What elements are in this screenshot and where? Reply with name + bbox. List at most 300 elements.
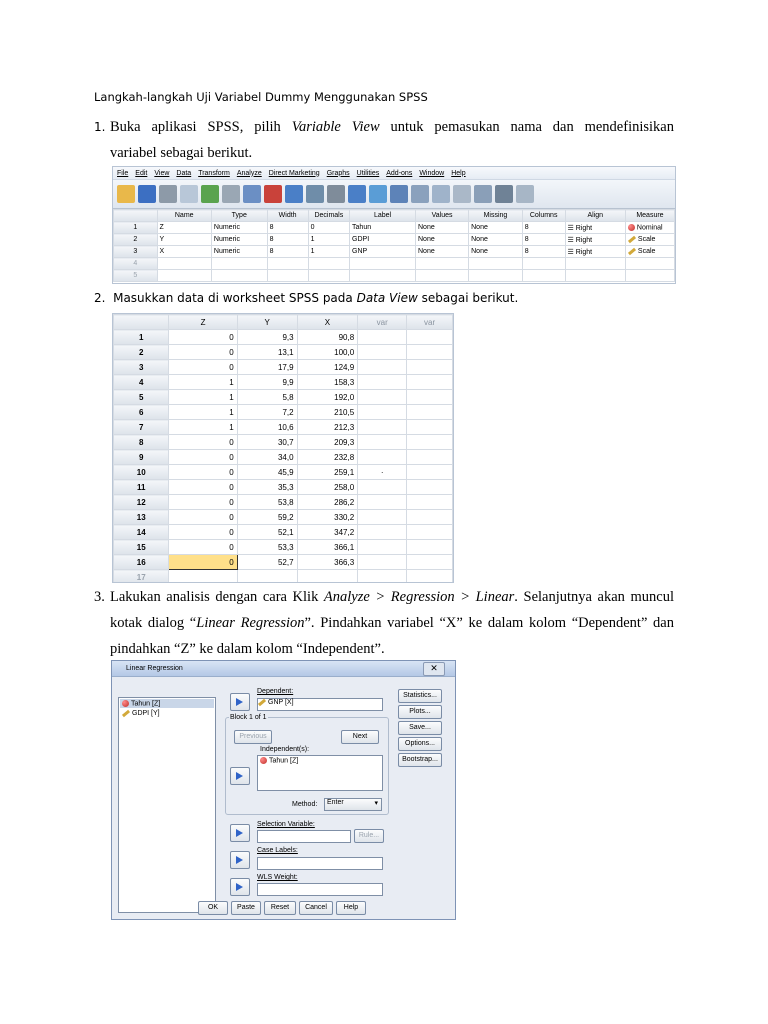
- cell[interactable]: [358, 390, 407, 405]
- cell-value: 8: [524, 236, 529, 243]
- row-header[interactable]: 9: [114, 450, 169, 465]
- cell[interactable]: [625, 222, 674, 234]
- row-header[interactable]: [114, 258, 158, 270]
- source-item-gdpi[interactable]: [119, 709, 215, 718]
- cell-value: Right: [575, 224, 593, 232]
- table-row: [114, 435, 453, 450]
- cell[interactable]: 347,2: [297, 525, 358, 540]
- cell[interactable]: 1: [169, 420, 237, 435]
- spelling-icon[interactable]: [495, 185, 513, 203]
- cell[interactable]: 100,0: [297, 345, 358, 360]
- value-labels-icon[interactable]: [432, 185, 450, 203]
- cell[interactable]: [157, 234, 211, 246]
- row-header[interactable]: [114, 270, 158, 282]
- cell[interactable]: 59,2: [237, 510, 297, 525]
- table-row: [114, 258, 675, 270]
- cell[interactable]: 30,7: [237, 435, 297, 450]
- row-header[interactable]: [114, 234, 158, 246]
- cell[interactable]: [157, 270, 211, 282]
- cell[interactable]: 0: [169, 330, 237, 345]
- scale-icon: [628, 235, 636, 242]
- move-dependent-arrow-icon[interactable]: [230, 693, 250, 711]
- cell[interactable]: 124,9: [297, 360, 358, 375]
- use-sets-icon[interactable]: [453, 185, 471, 203]
- cell[interactable]: [407, 390, 453, 405]
- menu-item[interactable]: Utilities: [356, 169, 380, 177]
- cell[interactable]: [407, 540, 453, 555]
- cell-value: None: [471, 248, 488, 255]
- cell[interactable]: 1: [169, 405, 237, 420]
- source-item-tahun[interactable]: [120, 699, 214, 708]
- cell[interactable]: [407, 360, 453, 375]
- cell[interactable]: [469, 270, 523, 282]
- move-case-labels-arrow-icon[interactable]: [230, 851, 250, 869]
- cell[interactable]: [407, 510, 453, 525]
- insert-cases-icon[interactable]: [327, 185, 345, 203]
- cell[interactable]: [267, 258, 308, 270]
- cell[interactable]: [358, 510, 407, 525]
- step-3-line2-end: ”. Pindahkan variabel “X” ke dalam kolom “Dependent” dan: [304, 615, 674, 631]
- nominal-icon: [628, 224, 635, 231]
- cell[interactable]: [407, 570, 453, 584]
- column-header[interactable]: Values: [416, 210, 469, 222]
- cell[interactable]: 7,2: [237, 405, 297, 420]
- open-folder-icon[interactable]: [117, 185, 135, 203]
- cell[interactable]: 210,5: [297, 405, 358, 420]
- cell[interactable]: [358, 375, 407, 390]
- cell[interactable]: 209,3: [297, 435, 358, 450]
- cell[interactable]: [625, 270, 674, 282]
- step-3-line3: pindahkan “Z” ke dalam kolom “Independent”.: [110, 641, 385, 657]
- redo-icon[interactable]: [222, 185, 240, 203]
- cell[interactable]: [469, 222, 523, 234]
- cell[interactable]: 192,0: [297, 390, 358, 405]
- cell[interactable]: [625, 246, 674, 258]
- cell[interactable]: [358, 495, 407, 510]
- cell-value: Scale: [637, 248, 656, 255]
- table-row: [114, 510, 453, 525]
- cell[interactable]: [308, 246, 349, 258]
- reset-button[interactable]: Reset: [264, 901, 296, 915]
- table-row: [114, 450, 453, 465]
- cell[interactable]: 158,3: [297, 375, 358, 390]
- cell[interactable]: [469, 246, 523, 258]
- cell-value: Numeric: [213, 248, 240, 255]
- variable-view-grid: [113, 209, 675, 282]
- step-3-text-end: . Selanjutnya akan muncul: [514, 589, 674, 605]
- row-header[interactable]: 16: [114, 555, 169, 570]
- cell[interactable]: [407, 435, 453, 450]
- cell[interactable]: [350, 234, 416, 246]
- cell[interactable]: [267, 246, 308, 258]
- row-header[interactable]: 12: [114, 495, 169, 510]
- cell[interactable]: [157, 246, 211, 258]
- independent-item[interactable]: [258, 756, 382, 765]
- cell[interactable]: ·: [358, 465, 407, 480]
- undo-icon[interactable]: [201, 185, 219, 203]
- cell[interactable]: 5,8: [237, 390, 297, 405]
- cell[interactable]: 212,3: [297, 420, 358, 435]
- cell[interactable]: [308, 270, 349, 282]
- row-header[interactable]: 11: [114, 480, 169, 495]
- next-button[interactable]: Next: [341, 730, 379, 744]
- table-row: [114, 480, 453, 495]
- cell[interactable]: [237, 570, 297, 584]
- column-header[interactable]: Measure: [625, 210, 674, 222]
- table-row: [114, 390, 453, 405]
- abc-icon[interactable]: [516, 185, 534, 203]
- statistics-button[interactable]: Statistics...: [398, 689, 442, 703]
- menu-item[interactable]: Graphs: [326, 169, 350, 177]
- cell[interactable]: [211, 246, 267, 258]
- row-header[interactable]: 1: [114, 330, 169, 345]
- insert-variable-icon[interactable]: [348, 185, 366, 203]
- move-independent-arrow-icon[interactable]: [230, 767, 250, 785]
- row-header[interactable]: 8: [114, 435, 169, 450]
- cell[interactable]: 52,7: [237, 555, 297, 570]
- variables-icon[interactable]: [285, 185, 303, 203]
- step-3-path: Analyze > Regression > Linear: [323, 589, 515, 605]
- cell-value: 8: [524, 248, 529, 255]
- align-right-icon: ☰: [567, 224, 576, 232]
- selection-variable-field[interactable]: [257, 830, 351, 843]
- dialog-title: Linear Regression: [126, 665, 183, 672]
- column-header[interactable]: Label: [350, 210, 416, 222]
- table-row: [114, 234, 675, 246]
- menu-item[interactable]: Transform: [198, 169, 230, 177]
- cell[interactable]: [297, 570, 358, 584]
- cell[interactable]: 9,3: [237, 330, 297, 345]
- move-selection-arrow-icon[interactable]: [230, 824, 250, 842]
- table-row: [114, 330, 453, 345]
- cell[interactable]: [358, 555, 407, 570]
- row-header[interactable]: 10: [114, 465, 169, 480]
- menu-item[interactable]: Window: [419, 169, 445, 177]
- step-2: [94, 291, 518, 305]
- cell[interactable]: [350, 258, 416, 270]
- step-3: [94, 584, 674, 662]
- cell-value: 2: [133, 236, 138, 243]
- cell[interactable]: [157, 222, 211, 234]
- cell-value: 8: [269, 248, 274, 255]
- cell[interactable]: [358, 450, 407, 465]
- cell[interactable]: [211, 222, 267, 234]
- close-icon[interactable]: ✕: [423, 662, 445, 676]
- cell[interactable]: [416, 258, 469, 270]
- independent-list[interactable]: [257, 755, 383, 791]
- data-view-screenshot: [112, 313, 454, 583]
- cell[interactable]: 286,2: [297, 495, 358, 510]
- cell[interactable]: [565, 222, 625, 234]
- cell[interactable]: [416, 234, 469, 246]
- dependent-value: GNP [X]: [268, 699, 294, 706]
- cell[interactable]: [350, 270, 416, 282]
- cell[interactable]: 0: [169, 540, 237, 555]
- cell[interactable]: 34,0: [237, 450, 297, 465]
- cell[interactable]: 0: [169, 360, 237, 375]
- cancel-button[interactable]: Cancel: [299, 901, 333, 915]
- row-header[interactable]: 13: [114, 510, 169, 525]
- cell[interactable]: [211, 270, 267, 282]
- cell-value: Numeric: [213, 224, 240, 231]
- independent-value: Tahun [Z]: [269, 757, 299, 765]
- cell[interactable]: [267, 222, 308, 234]
- bootstrap-button[interactable]: Bootstrap...: [398, 753, 442, 767]
- cell[interactable]: 0: [169, 495, 237, 510]
- cell[interactable]: [522, 234, 565, 246]
- cell[interactable]: 366,3: [297, 555, 358, 570]
- cell[interactable]: [416, 270, 469, 282]
- select-cases-icon[interactable]: [411, 185, 429, 203]
- cell[interactable]: 1: [169, 375, 237, 390]
- cell[interactable]: [350, 222, 416, 234]
- menu-item[interactable]: Direct Marketing: [268, 169, 320, 177]
- cell[interactable]: [522, 222, 565, 234]
- cell-value: Numeric: [213, 236, 240, 243]
- step-1: [94, 114, 674, 166]
- goto-case-icon[interactable]: [243, 185, 261, 203]
- previous-button[interactable]: Previous: [234, 730, 272, 744]
- cell[interactable]: [407, 450, 453, 465]
- column-header[interactable]: Z: [169, 315, 237, 330]
- column-header[interactable]: var: [407, 315, 453, 330]
- cell[interactable]: [358, 345, 407, 360]
- row-header[interactable]: 6: [114, 405, 169, 420]
- column-header[interactable]: Width: [267, 210, 308, 222]
- show-all-icon[interactable]: [474, 185, 492, 203]
- cell[interactable]: 366,1: [297, 540, 358, 555]
- row-header[interactable]: 17: [114, 570, 169, 584]
- column-header[interactable]: Type: [211, 210, 267, 222]
- cell[interactable]: 53,3: [237, 540, 297, 555]
- cell[interactable]: [407, 525, 453, 540]
- cell[interactable]: [169, 570, 237, 584]
- cell[interactable]: [407, 465, 453, 480]
- scale-icon: [122, 710, 130, 717]
- cell[interactable]: 13,1: [237, 345, 297, 360]
- dialog-recall-icon[interactable]: [180, 185, 198, 203]
- cell[interactable]: [565, 270, 625, 282]
- cell[interactable]: [625, 258, 674, 270]
- cell[interactable]: [522, 258, 565, 270]
- menu-item[interactable]: File: [117, 169, 129, 177]
- row-header[interactable]: [114, 246, 158, 258]
- row-header[interactable]: 4: [114, 375, 169, 390]
- wls-weight-field[interactable]: [257, 883, 383, 896]
- method-label: Method:: [292, 801, 318, 808]
- column-header[interactable]: Name: [157, 210, 211, 222]
- dependent-label: Dependent:: [257, 688, 294, 695]
- cell[interactable]: 53,8: [237, 495, 297, 510]
- cell[interactable]: [522, 246, 565, 258]
- cell[interactable]: [625, 234, 674, 246]
- nominal-icon: [260, 757, 267, 764]
- source-variable-list[interactable]: [118, 697, 216, 913]
- table-row: [114, 525, 453, 540]
- align-right-icon: ☰: [567, 248, 576, 256]
- cell[interactable]: 90,8: [297, 330, 358, 345]
- column-header[interactable]: var: [358, 315, 407, 330]
- cell-value: 0: [310, 224, 315, 231]
- cell[interactable]: [358, 405, 407, 420]
- column-header[interactable]: [114, 210, 158, 222]
- cell[interactable]: 52,1: [237, 525, 297, 540]
- cell-value: Z: [159, 224, 164, 231]
- cell[interactable]: [267, 234, 308, 246]
- cell[interactable]: [358, 570, 407, 584]
- cell-value: 4: [133, 260, 138, 267]
- cell[interactable]: [407, 555, 453, 570]
- cell[interactable]: [565, 246, 625, 258]
- column-header[interactable]: Missing: [469, 210, 523, 222]
- cell[interactable]: [469, 234, 523, 246]
- cell[interactable]: [358, 330, 407, 345]
- variable-view-screenshot: [112, 166, 676, 284]
- cell[interactable]: 0: [169, 465, 237, 480]
- step-3-dialog-name: Linear Regression: [196, 615, 305, 631]
- step-2-emphasis: Data View: [356, 291, 418, 305]
- menu-item[interactable]: Edit: [135, 169, 148, 177]
- cell[interactable]: [407, 345, 453, 360]
- goto-variable-icon[interactable]: [264, 185, 282, 203]
- options-button[interactable]: Options...: [398, 737, 442, 751]
- cell[interactable]: [522, 270, 565, 282]
- cell[interactable]: 259,1: [297, 465, 358, 480]
- print-icon[interactable]: [159, 185, 177, 203]
- table-row: [114, 420, 453, 435]
- step-2-number: 2.: [94, 291, 106, 305]
- cell[interactable]: [350, 246, 416, 258]
- weight-cases-icon[interactable]: [390, 185, 408, 203]
- dialog-titlebar: [112, 661, 455, 677]
- cell[interactable]: [407, 330, 453, 345]
- cell[interactable]: 330,2: [297, 510, 358, 525]
- cell[interactable]: 17,9: [237, 360, 297, 375]
- cell[interactable]: [416, 246, 469, 258]
- cell[interactable]: 232,8: [297, 450, 358, 465]
- ok-button[interactable]: OK: [198, 901, 228, 915]
- row-header[interactable]: 7: [114, 420, 169, 435]
- split-file-icon[interactable]: [369, 185, 387, 203]
- scale-icon: [258, 698, 266, 705]
- plots-button[interactable]: Plots...: [398, 705, 442, 719]
- cell[interactable]: [565, 234, 625, 246]
- cell[interactable]: [407, 420, 453, 435]
- rule-button[interactable]: Rule...: [354, 829, 384, 843]
- cell[interactable]: [407, 375, 453, 390]
- method-select[interactable]: [324, 798, 382, 811]
- table-row: [114, 246, 675, 258]
- cell[interactable]: [211, 234, 267, 246]
- cell[interactable]: [407, 405, 453, 420]
- row-header[interactable]: 3: [114, 360, 169, 375]
- cell[interactable]: [358, 435, 407, 450]
- save-button[interactable]: Save...: [398, 721, 442, 735]
- cell[interactable]: 258,0: [297, 480, 358, 495]
- cell[interactable]: 0: [169, 525, 237, 540]
- linear-regression-dialog: [111, 660, 456, 920]
- column-header[interactable]: Y: [237, 315, 297, 330]
- column-header[interactable]: Decimals: [308, 210, 349, 222]
- menu-item[interactable]: Add-ons: [386, 169, 413, 177]
- move-wls-arrow-icon[interactable]: [230, 878, 250, 896]
- align-right-icon: ☰: [567, 236, 576, 244]
- cell-value: Right: [575, 236, 593, 244]
- menu-item[interactable]: Analyze: [236, 169, 262, 177]
- cell[interactable]: [211, 258, 267, 270]
- cell[interactable]: [358, 540, 407, 555]
- menu-item[interactable]: View: [154, 169, 170, 177]
- help-button[interactable]: Help: [336, 901, 366, 915]
- cell-value: GNP: [352, 248, 368, 255]
- menu-item[interactable]: Help: [451, 169, 466, 177]
- cell[interactable]: 1: [169, 390, 237, 405]
- cell[interactable]: 0: [169, 450, 237, 465]
- cell[interactable]: 0: [169, 435, 237, 450]
- cell[interactable]: [416, 222, 469, 234]
- cell-value: GDPI: [352, 236, 370, 243]
- step-1-text-end: untuk pemasukan nama dan mendefinisikan: [379, 119, 674, 135]
- cell[interactable]: 45,9: [237, 465, 297, 480]
- source-item-label: GDPI [Y]: [132, 710, 160, 718]
- cell[interactable]: [308, 222, 349, 234]
- column-header[interactable]: Align: [565, 210, 625, 222]
- column-header[interactable]: X: [297, 315, 358, 330]
- column-header[interactable]: [114, 315, 169, 330]
- cell[interactable]: [308, 234, 349, 246]
- cell[interactable]: 0: [169, 510, 237, 525]
- cell[interactable]: 9,9: [237, 375, 297, 390]
- cell-value: 1: [133, 224, 138, 231]
- cell[interactable]: 35,3: [237, 480, 297, 495]
- independent-label: Independent(s):: [260, 746, 310, 753]
- case-labels-field[interactable]: [257, 857, 383, 870]
- paste-button[interactable]: Paste: [231, 901, 261, 915]
- table-row: [114, 495, 453, 510]
- cell[interactable]: [407, 480, 453, 495]
- cell[interactable]: 0: [169, 345, 237, 360]
- save-icon[interactable]: [138, 185, 156, 203]
- cell[interactable]: 10,6: [237, 420, 297, 435]
- row-header[interactable]: 15: [114, 540, 169, 555]
- row-header[interactable]: 5: [114, 390, 169, 405]
- row-header[interactable]: 14: [114, 525, 169, 540]
- row-header[interactable]: [114, 222, 158, 234]
- cell[interactable]: 0: [169, 480, 237, 495]
- cell[interactable]: [358, 480, 407, 495]
- cell[interactable]: [469, 258, 523, 270]
- cell[interactable]: [358, 525, 407, 540]
- cell[interactable]: [565, 258, 625, 270]
- cell[interactable]: [358, 420, 407, 435]
- cell[interactable]: [157, 258, 211, 270]
- step-1-line2: variabel sebagai berikut.: [110, 145, 253, 161]
- cell[interactable]: [358, 360, 407, 375]
- find-icon[interactable]: [306, 185, 324, 203]
- column-header[interactable]: Columns: [522, 210, 565, 222]
- cell-value: Nominal: [636, 224, 663, 232]
- cell-value: None: [418, 236, 435, 243]
- cell-value: Y: [159, 236, 165, 243]
- menu-item[interactable]: Data: [176, 169, 192, 177]
- cell[interactable]: [308, 258, 349, 270]
- table-row: [114, 555, 453, 570]
- dependent-field[interactable]: [257, 698, 383, 711]
- cell[interactable]: [267, 270, 308, 282]
- cell[interactable]: [407, 495, 453, 510]
- cell[interactable]: 0: [169, 555, 237, 570]
- row-header[interactable]: 2: [114, 345, 169, 360]
